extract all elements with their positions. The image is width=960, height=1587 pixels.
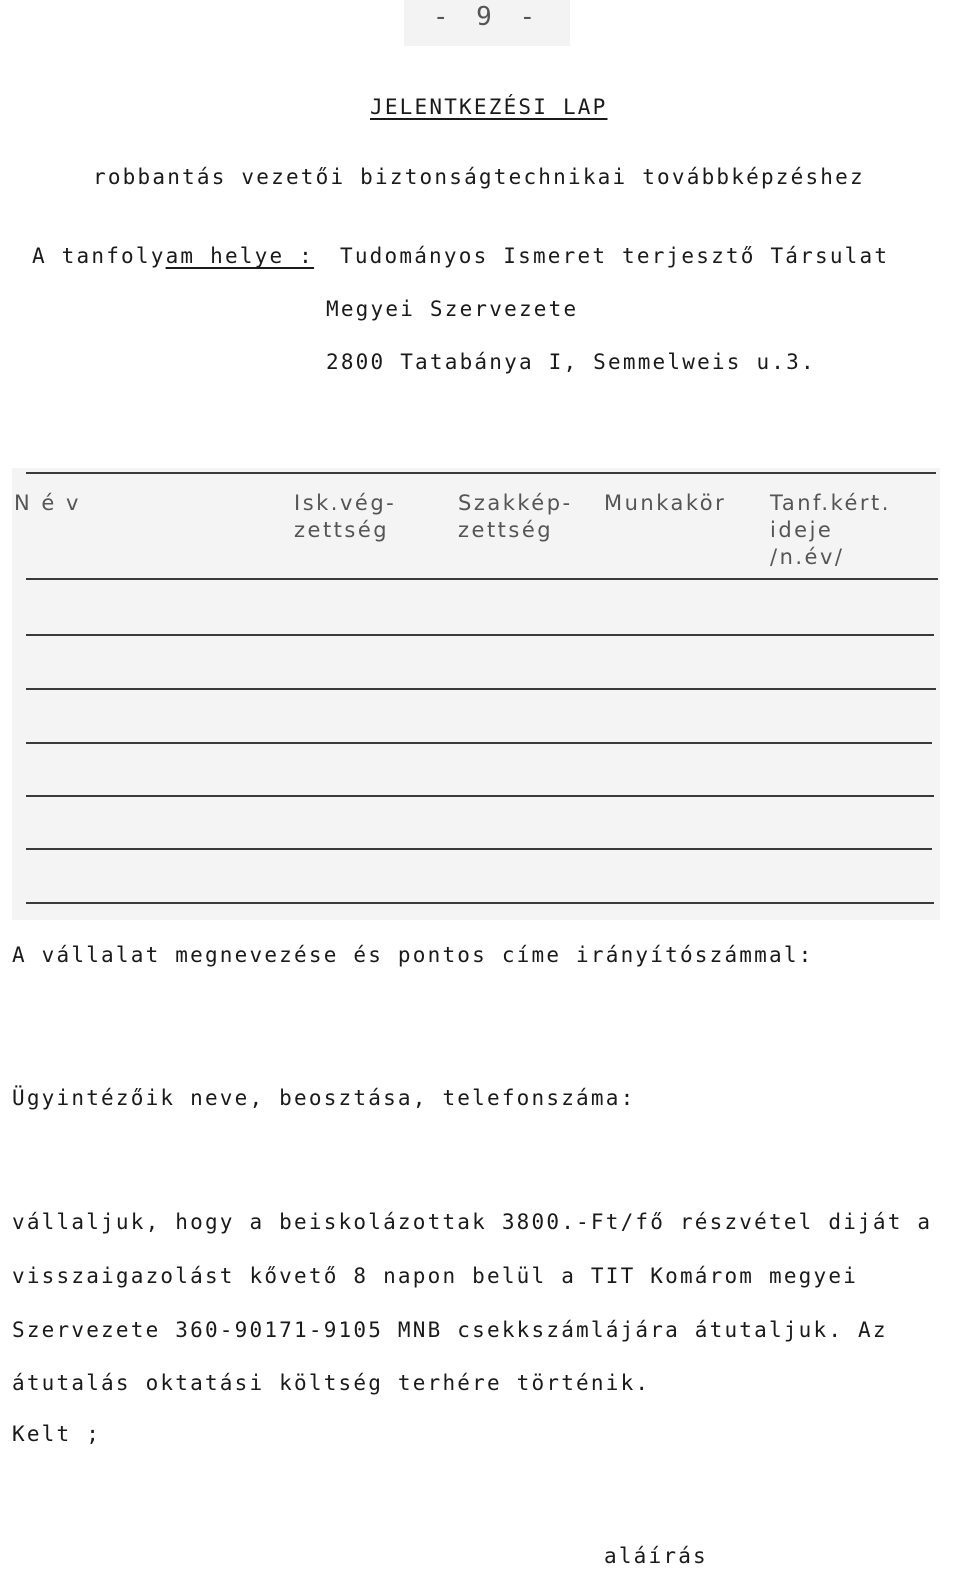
table-row-rule (26, 634, 934, 636)
form-subtitle: robbantás vezetői biztonságtechnikai továbbképzéshez (93, 165, 865, 189)
payment-text-line: visszaigazolást kővető 8 napon belül a TIT Komárom megyei (12, 1264, 859, 1288)
page-number: - 9 - (404, 0, 570, 46)
table-row-rule (26, 742, 932, 744)
table-row-rule (26, 902, 934, 904)
payment-text-line: vállaljuk, hogy a beiskolázottak 3800.-Ft/fő részvétel diját a (12, 1210, 933, 1234)
column-header-course-date: Tanf.kért. ideje /n.év/ (770, 491, 891, 569)
table-top-rule (26, 472, 936, 474)
venue-line-2: Megyei Szervezete (326, 297, 579, 321)
venue-label-plain: A tanfoly (32, 244, 166, 268)
contacts-label: Ügyintézőik neve, beosztása, telefonszáma: (12, 1086, 636, 1110)
venue-label-underlined: am helye : (165, 244, 315, 268)
column-header-qualification: Szakkép- zettség (458, 491, 573, 542)
payment-text-line: átutalás oktatási költség terhére történik. (12, 1371, 651, 1395)
date-label: Kelt ; (12, 1422, 102, 1446)
table-row-rule (26, 688, 936, 690)
column-header-job: Munkakör (604, 491, 727, 515)
venue-line-1: Tudományos Ismeret terjesztő Társulat (340, 244, 890, 268)
venue-line-3: 2800 Tatabánya I, Semmelweis u.3. (326, 350, 816, 374)
column-header-education: Isk.vég- zettség (294, 491, 397, 542)
table-row-rule (26, 578, 938, 580)
venue-label (32, 246, 314, 267)
column-header-name: N é v (14, 491, 81, 515)
participants-table (12, 468, 940, 920)
table-row-rule (26, 795, 934, 797)
company-address-label: A vállalat megnevezése és pontos címe irányítószámmal: (12, 943, 814, 967)
table-row-rule (26, 848, 932, 850)
signature-label: aláírás (604, 1544, 708, 1568)
payment-text-line: Szervezete 360-90171-9105 MNB csekkszámlájára átutaljuk. Az (12, 1318, 888, 1342)
form-title: JELENTKEZÉSI LAP (370, 95, 608, 119)
